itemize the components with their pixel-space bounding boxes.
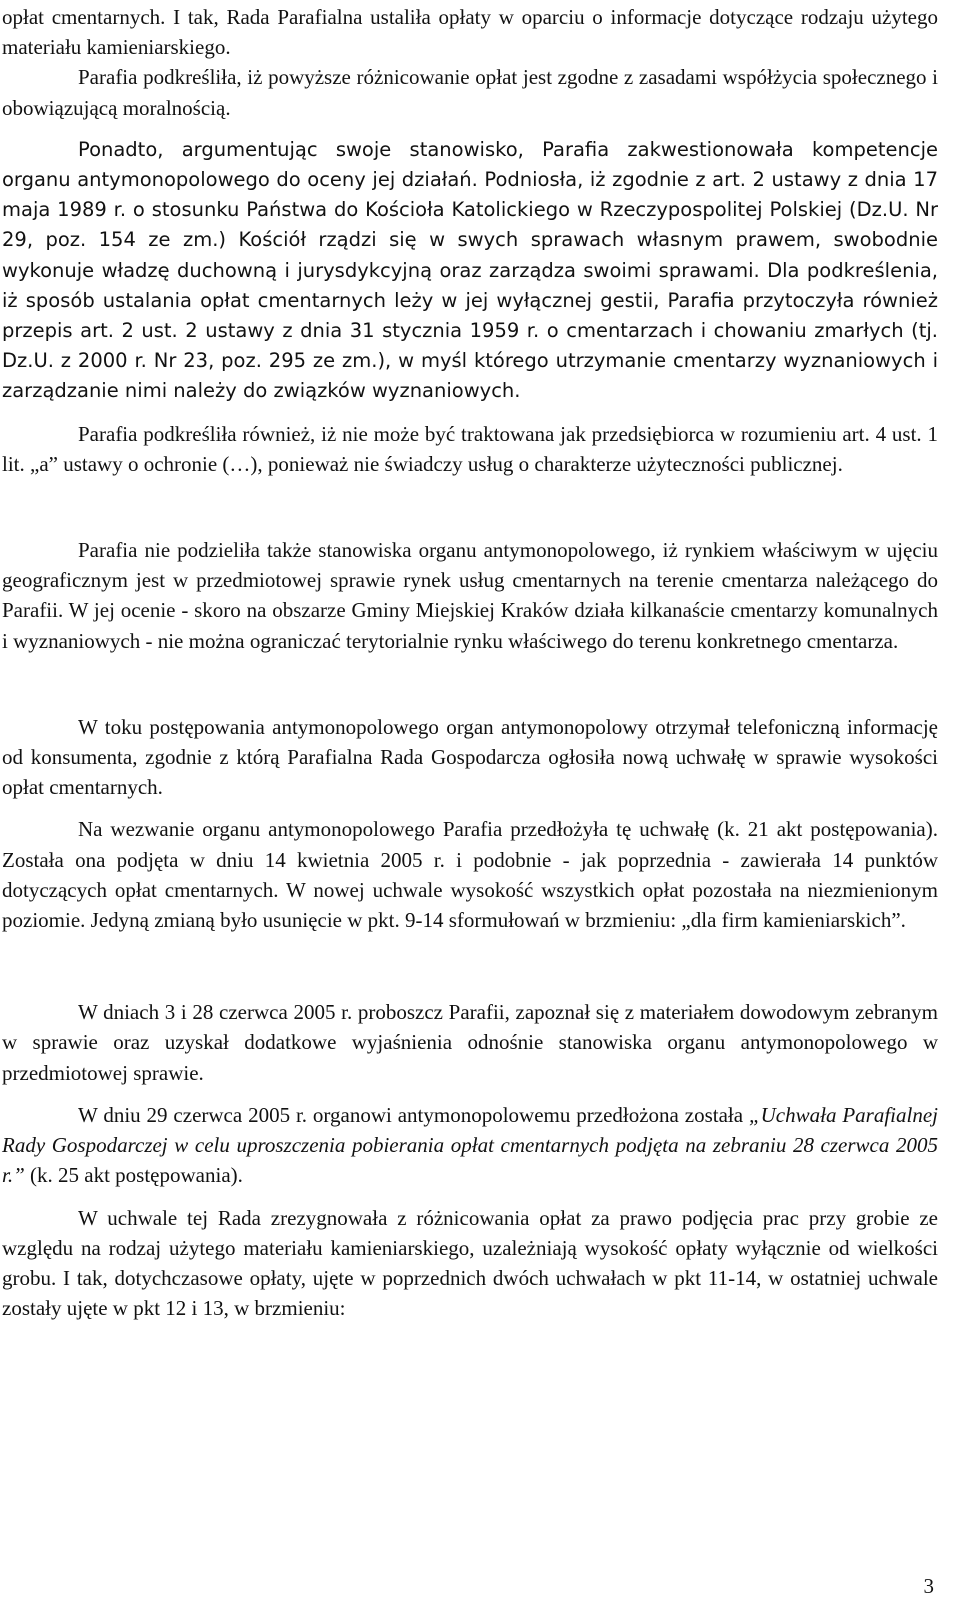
paragraph-4: Parafia podkreśliła również, iż nie może być traktowana jak przedsiębiorca w rozumieniu art. 4 ust. 1 lit. „a” ustawy o ochronie (…), ponieważ nie świadczy usług o charakterze użyteczności publicznej. — [2, 421, 938, 476]
paragraph-6: W toku postępowania antymonopolowego organ antymonopolowy otrzymał telefoniczną informację od konsumenta, zgodnie z którą Parafialna Rada Gospodarcza ogłosiła nową uchwałę w sprawie wysokości opłat cmentarnych. — [2, 714, 938, 800]
paragraph-10: W uchwale tej Rada zrezygnowała z różnicowania opłat za prawo podjęcia prac przy grobie ze względu na rodzaj użytego materiału kamieniarskiego, uzależniają wysokość opłaty wyłącznie od wielkości grobu. I tak, dotychczasowe opłaty, ujęte w poprzednich dwóch uchwałach w pkt 11-14, w ostatniej uchwale zostały ujęte w pkt 12 i 13, w brzmieniu: — [2, 1205, 938, 1321]
page-number: 3 — [923, 1574, 934, 1598]
paragraph-9-intro: W dniu 29 czerwca 2005 r. organowi antymonopolowemu przedłożona została — [78, 1102, 749, 1127]
paragraph-3: Ponadto, argumentując swoje stanowisko, Parafia zakwestionowała kompetencje organu antymonopolowego do oceny jej działań. Podniosła, iż zgodnie z art. 2 ustawy z dnia 17 maja 1989 r. o stosunku Państwa do Kościoła Katolickiego w Rzeczypospolitej Polskiej (Dz.U. Nr 29, poz. 154 ze zm.) Kościół rządzi się w swych sprawach własnym prawem, swobodnie wykonuje władzę duchowną i jurysdykcyjną oraz zarządza swoimi sprawami. Dla podkreślenia, iż sposób ustalania opłat cmentarnych leży w jej wyłącznej gestii, Parafia przytoczyła również przepis art. 2 ust. 2 ustawy z dnia 31 stycznia 1959 r. o cmentarzach i chowaniu zmarłych (tj. Dz.U. z 2000 r. Nr 23, poz. 295 ze zm.), w myśl którego utrzymanie cmentarzy wyznaniowych i zarządzanie nimi należy do związków wyznaniowych. — [2, 137, 938, 403]
paragraph-9 — [2, 1100, 938, 1191]
paragraph-1: opłat cmentarnych. I tak, Rada Parafialna ustaliła opłaty w oparciu o informacje dotyczące rodzaju użytego materiału kamieniarskiego. — [2, 5, 938, 60]
paragraph-9-tail: (k. 25 akt postępowania). — [24, 1163, 243, 1188]
paragraph-5: Parafia nie podzieliła także stanowiska organu antymonopolowego, iż rynkiem właściwym w ujęciu geograficznym jest w przedmiotowej sprawie rynek usług cmentarnych na terenie cmentarza należącego do Parafii. W jej ocenie - skoro na obszarze Gminy Miejskiej Kraków działa kilkanaście cmentarzy komunalnych i wyznaniowych - nie można ograniczać terytorialnie rynku właściwego do terenu konkretnego cmentarza. — [2, 538, 938, 653]
paragraph-9-quoted-title: „Uchwała Parafialnej Rady Gospodarczej w celu uproszczenia pobierania opłat cmentarnych podjęta na zebraniu 28 czerwca 2005 r.” — [2, 1102, 939, 1188]
paragraph-8: W dniach 3 i 28 czerwca 2005 r. proboszcz Parafii, zapoznał się z materiałem dowodowym zebranym w sprawie oraz uzyskał dodatkowe wyjaśnienia odnośnie stanowiska organu antymonopolowego w przedmiotowej sprawie. — [2, 1000, 938, 1085]
paragraph-2: Parafia podkreśliła, iż powyższe różnicowanie opłat jest zgodne z zasadami współżycia społecznego i obowiązującą moralnością. — [2, 65, 938, 120]
paragraph-7: Na wezwanie organu antymonopolowego Parafia przedłożyła tę uchwałę (k. 21 akt postępowania). Została ona podjęta w dniu 14 kwietnia 2005 r. i podobnie - jak poprzednia - zawierała 14 punktów dotyczących opłat cmentarnych. W nowej uchwale wysokość wszystkich opłat pozostała na niezmienionym poziomie. Jedyną zmianą było usunięcie w pkt. 9-14 sformułowań w brzmieniu: „dla firm kamieniarskich”. — [2, 817, 938, 933]
